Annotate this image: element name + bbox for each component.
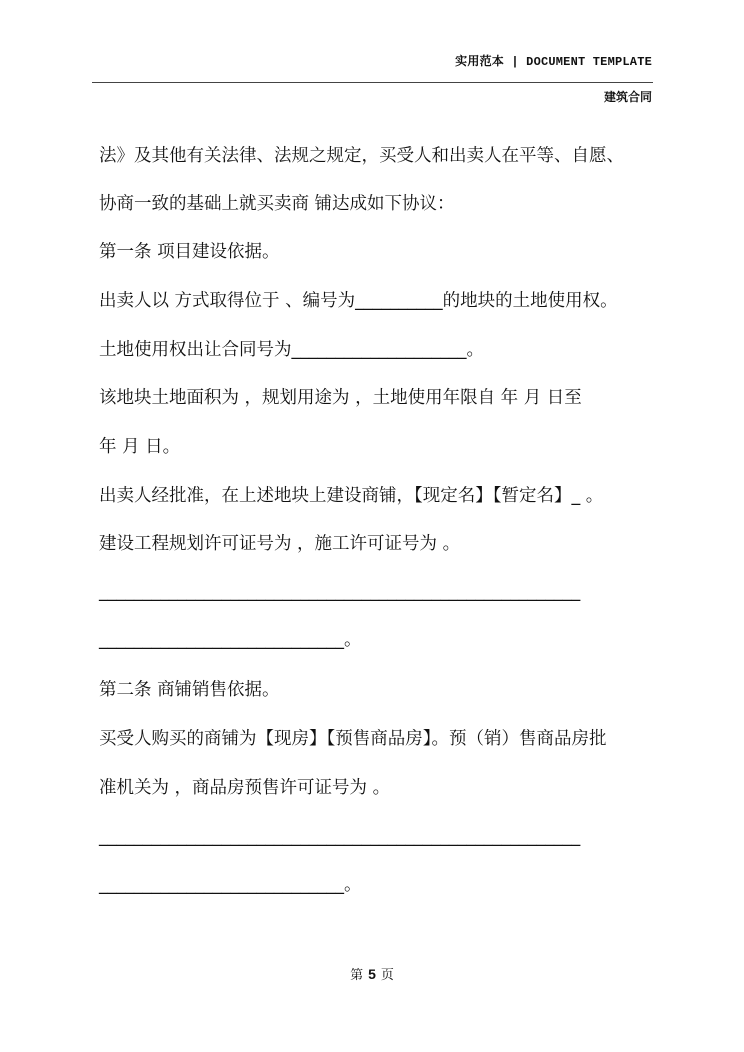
body-line: 土地使用权出让合同号为____________________。 [99,340,484,360]
page-number-prefix: 第 [350,968,364,983]
blank-fill-line: _______________________________________________________ [99,582,581,602]
body-line: 法》及其他有关法律、法规之规定，买受人和出卖人在平等、自愿、 [99,146,624,166]
blank-fill-line: _______________________________________________________ [99,827,581,847]
blank-fill-line: ____________________________。 [99,875,362,895]
body-line: 该地块土地面积为 ，规划用途为 ，土地使用年限自 年 月 日至 [99,388,582,408]
body-line: 协商一致的基础上就买卖商 铺达成如下协议： [99,194,455,214]
blank-fill-line: ____________________________。 [99,630,362,650]
page-number [0,964,744,983]
body-line: 出卖人以 方式取得位于 、编号为__________的地块的土地使用权。 [99,291,618,311]
body-line: 建设工程规划许可证号为 ，施工许可证号为 。 [99,534,461,554]
header-title: 实用范本 | DOCUMENT TEMPLATE [455,55,652,69]
article-heading: 第二条 商铺销售依据。 [99,680,280,700]
header-subtitle: 建筑合同 [603,90,652,104]
article-heading: 第一条 项目建设依据。 [99,242,280,262]
page-number-value: 5 [368,966,376,982]
body-line: 年 月 日。 [99,437,181,457]
body-line: 买受人购买的商铺为【现房】【预售商品房】。预（销）售商品房批 [99,729,607,749]
body-line: 出卖人经批准，在上述地块上建设商铺，【现定名】【暂定名】_ 。 [99,486,604,506]
page-number-suffix: 页 [380,968,394,983]
body-line: 准机关为 ，商品房预售许可证号为 。 [99,778,391,798]
header-divider [92,82,653,83]
